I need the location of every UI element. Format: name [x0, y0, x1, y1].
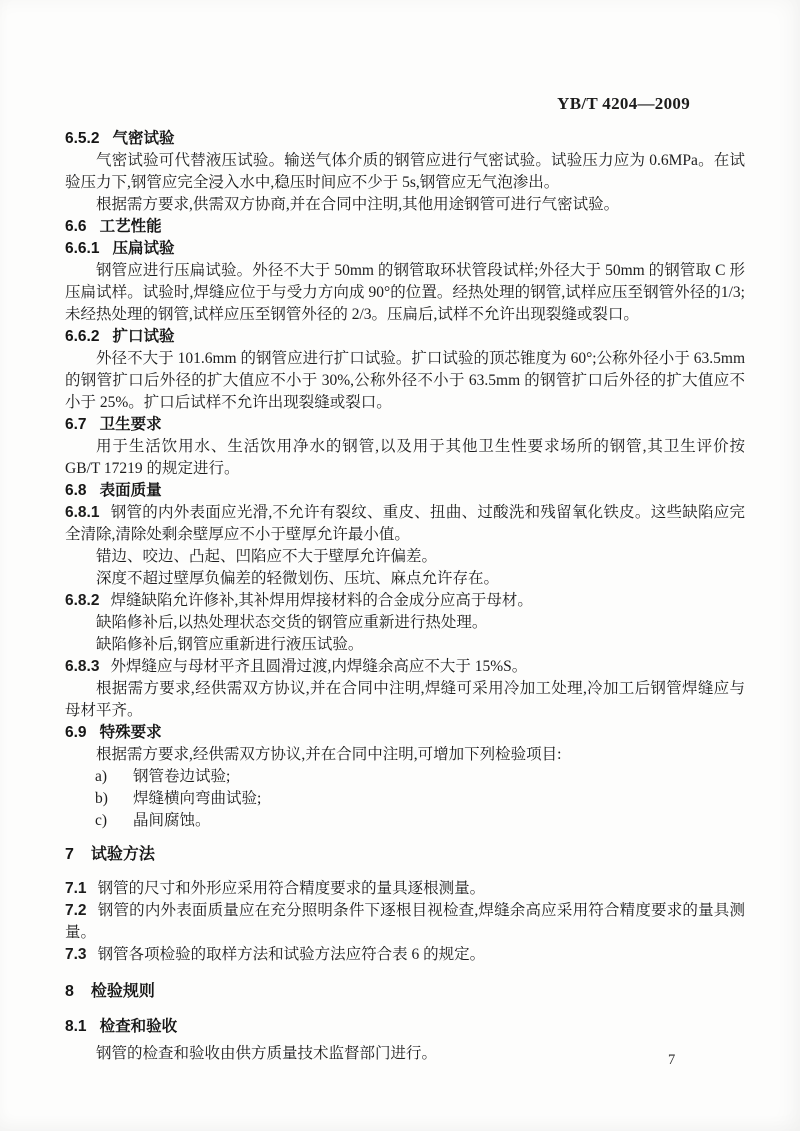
clause-number: 6.9: [65, 724, 87, 741]
clause-text: 钢管的尺寸和外形应采用符合精度要求的量具逐根测量。: [97, 880, 486, 897]
paragraph-flattening-test: 钢管应进行压扁试验。外径不大于 50mm 的钢管取环状管段试样;外径大于 50mm 的钢管取 C 形压扁试样。试验时,焊缝应位于与受力方向成 90°的位置。经热处理的钢管,试样应压至钢管外径的1/3;未经热处理的钢管,试样应压至钢管外径的 2/3。压扁后,试样不允许出现裂缝或裂口。: [65, 262, 745, 323]
list-text: 晶间腐蚀。: [133, 812, 211, 829]
heading-6-6-2: [65, 326, 745, 348]
paragraph-hygiene: 用于生活饮用水、生活饮用净水的钢管,以及用于其他卫生性要求场所的钢管,其卫生评价按 GB/T 17219 的规定进行。: [65, 438, 745, 477]
clause-6-8-2: [65, 590, 745, 612]
clause-title: 压扁试验: [112, 240, 175, 257]
list-text: 焊缝横向弯曲试验;: [133, 790, 262, 807]
clause-title: 卫生要求: [99, 416, 162, 433]
chapter-number: 8: [65, 983, 74, 1000]
list-item-b: [65, 788, 745, 810]
paragraph-repair-2: 缺陷修补后,钢管应重新进行液压试验。: [96, 636, 364, 653]
list-marker: a): [95, 768, 108, 785]
clause-number: 6.6.2: [65, 328, 100, 345]
chapter-number: 7: [65, 846, 74, 863]
heading-chapter-8: [65, 980, 745, 1004]
clause-7-3: [65, 944, 745, 966]
clause-number: 8.1: [65, 1018, 87, 1035]
clause-7-1: [65, 878, 745, 900]
clause-number: 6.8.1: [65, 504, 100, 521]
heading-6-9: [65, 722, 745, 744]
heading-6-6: [65, 216, 745, 238]
paragraph-airtight-test-1: 气密试验可代替液压试验。输送气体介质的钢管应进行气密试验。试验压力应为 0.6MPa。在试验压力下,钢管应完全浸入水中,稳压时间应不少于 5s,钢管应无气泡渗出。: [65, 152, 745, 191]
list-marker: c): [95, 812, 108, 829]
clause-number: 6.8: [65, 482, 87, 499]
heading-6-5-2: [65, 128, 745, 150]
page-number: 7: [668, 1052, 676, 1068]
clause-number: 6.6: [65, 218, 87, 235]
heading-6-8: [65, 480, 745, 502]
clause-6-8-1: [65, 502, 745, 546]
clause-number: 7.3: [65, 946, 87, 963]
clause-text: 钢管的内外表面质量应在充分照明条件下逐根目视检查,焊缝余高应采用符合精度要求的量具测量。: [65, 902, 745, 941]
clause-title: 检查和验收: [99, 1018, 178, 1035]
heading-chapter-7: [65, 843, 745, 867]
clause-number: 6.5.2: [65, 130, 100, 147]
list-marker: b): [95, 790, 108, 807]
clause-title: 特殊要求: [99, 724, 162, 741]
clause-7-2: [65, 900, 745, 944]
clause-title: 扩口试验: [112, 328, 175, 345]
clause-number: 6.8.3: [65, 658, 100, 675]
clause-number: 6.7: [65, 416, 87, 433]
heading-6-7: [65, 414, 745, 436]
clause-6-8-3: [65, 656, 745, 678]
paragraph-inspection-acceptance: 钢管的检查和验收由供方质量技术监督部门进行。: [96, 1045, 438, 1062]
chapter-title: 试验方法: [90, 846, 155, 863]
standard-code-header: YB/T 4204—2009: [557, 94, 690, 113]
clause-text: 钢管的内外表面应光滑,不允许有裂纹、重皮、扭曲、过酸洗和残留氧化铁皮。这些缺陷应完全清除,清除处剩余壁厚应不小于壁厚允许最小值。: [65, 504, 745, 543]
paragraph-surface-defects-1: 错边、咬边、凸起、凹陷应不大于壁厚允许偏差。: [96, 548, 438, 565]
list-item-c: [65, 810, 745, 832]
paragraph-airtight-test-2: 根据需方要求,供需双方协商,并在合同中注明,其他用途钢管可进行气密试验。: [96, 196, 620, 213]
clause-text: 外焊缝应与母材平齐且圆滑过渡,内焊缝余高应不大于 15%S。: [110, 658, 528, 675]
paragraph-flaring-test: 外径不大于 101.6mm 的钢管应进行扩口试验。扩口试验的顶芯锥度为 60°;公称外径小于 63.5mm 的钢管扩口后外径的扩大值应不小于 30%,公称外径不小于 63.5mm 的钢管扩口后外径的扩大值应不小于 25%。扩口后试样不允许出现裂缝或裂口。: [65, 350, 745, 411]
chapter-title: 检验规则: [90, 983, 155, 1000]
paragraph-surface-defects-2: 深度不超过壁厚负偏差的轻微划伤、压坑、麻点允许存在。: [96, 570, 500, 587]
clause-number: 7.1: [65, 880, 87, 897]
clause-text: 焊缝缺陷允许修补,其补焊用焊接材料的合金成分应高于母材。: [110, 592, 533, 609]
clause-text: 钢管各项检验的取样方法和试验方法应符合表 6 的规定。: [97, 946, 486, 963]
clause-number: 6.8.2: [65, 592, 100, 609]
list-text: 钢管卷边试验;: [133, 768, 231, 785]
clause-title: 工艺性能: [99, 218, 162, 235]
list-item-a: [65, 766, 745, 788]
paragraph-repair-1: 缺陷修补后,以热处理状态交货的钢管应重新进行热处理。: [96, 614, 488, 631]
paragraph-special-requirements: 根据需方要求,经供需双方协议,并在合同中注明,可增加下列检验项目:: [96, 746, 562, 763]
clause-title: 气密试验: [112, 130, 175, 147]
clause-number: 6.6.1: [65, 240, 100, 257]
clause-number: 7.2: [65, 902, 87, 919]
document-content: [65, 128, 745, 1065]
heading-6-6-1: [65, 238, 745, 260]
paragraph-weld-cold-working: 根据需方要求,经供需双方协议,并在合同中注明,焊缝可采用冷加工处理,冷加工后钢管焊缝应与母材平齐。: [65, 680, 745, 719]
clause-title: 表面质量: [99, 482, 162, 499]
heading-8-1: [65, 1016, 745, 1038]
